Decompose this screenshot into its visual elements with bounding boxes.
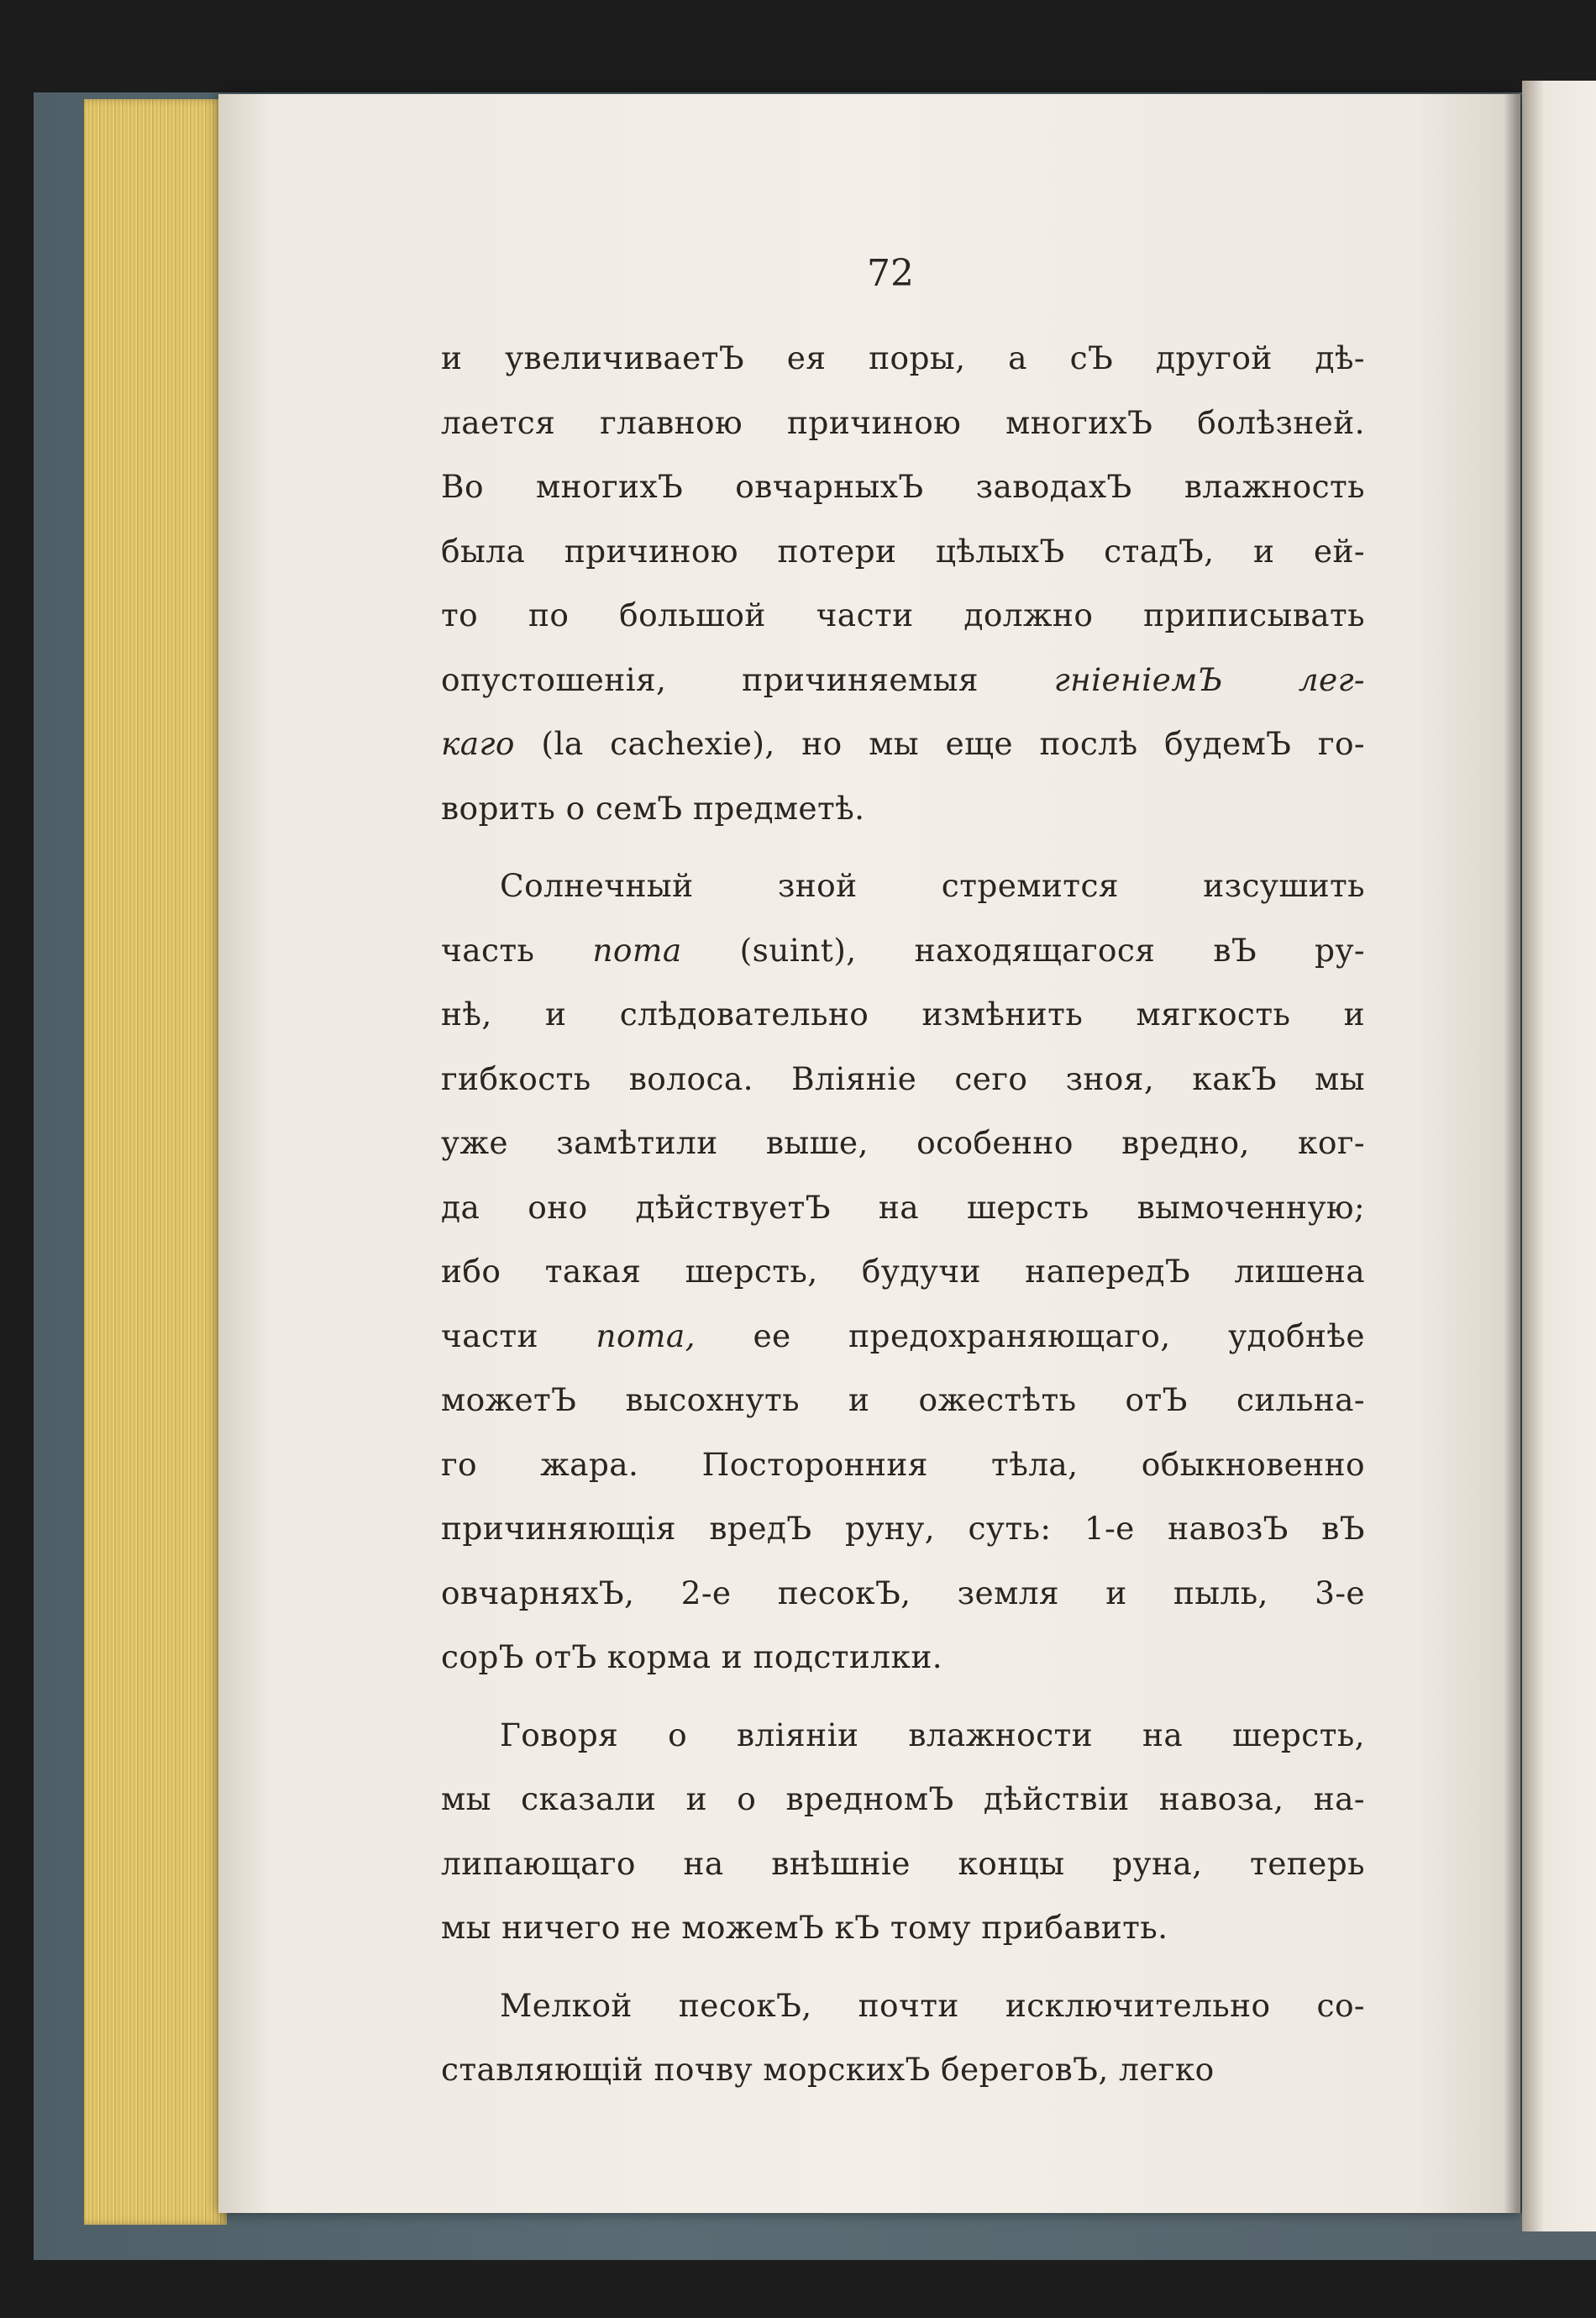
text-run: да оно дѣйствуетЪ на шерсть вымоченную; <box>441 1188 1365 1226</box>
text-line <box>441 854 1365 918</box>
text-run: (suint), находящагося вЪ ру- <box>681 931 1365 969</box>
text-run: овчарняхЪ, 2-е песокЪ, земля и пыль, 3-е <box>441 1574 1365 1611</box>
text-run: ставляющій почву морскихЪ береговЪ, легко <box>441 2051 1215 2088</box>
text-run: го жара. Посторонния тѣла, обыкновенно <box>441 1445 1365 1483</box>
text-line <box>441 1895 1365 1960</box>
text-run: пота, <box>596 1317 696 1354</box>
text-run: части <box>441 1317 596 1354</box>
text-run: можетЪ высохнуть и ожестѣть отЪ сильна- <box>441 1381 1365 1418</box>
page-edges <box>84 99 227 2225</box>
text-line <box>441 1974 1365 2038</box>
text-run: мы ничего не можемЪ кЪ тому прибавить. <box>441 1909 1168 1946</box>
facing-page-edge <box>1522 81 1596 2231</box>
text-line <box>441 1832 1365 1896</box>
text-run: была причиною потери цѣлыхЪ стадЪ, и ей- <box>441 532 1365 570</box>
text-line <box>441 1561 1365 1626</box>
text-run: (la cachexie), но мы еще послѣ будемЪ го- <box>514 725 1365 762</box>
text-line <box>441 712 1365 776</box>
text-run: каго <box>441 725 515 762</box>
text-line <box>441 918 1365 983</box>
text-line <box>441 455 1365 519</box>
paragraph <box>441 326 1365 840</box>
text-run: липающаго на внѣшніе концы руна, теперь <box>441 1844 1365 1882</box>
text-line <box>441 1304 1365 1369</box>
text-line <box>441 583 1365 648</box>
paragraph <box>441 854 1365 1690</box>
text-run: нѣ, и слѣдовательно измѣнить мягкость и <box>441 996 1365 1033</box>
text-run: опустошенія, причиняемыя <box>441 660 1054 698</box>
text-line <box>441 326 1365 391</box>
text-run: сорЪ отЪ корма и подстилки. <box>441 1638 943 1675</box>
text-run: лается главною причиною многихЪ болѣзней. <box>441 403 1365 441</box>
text-run: пота <box>592 931 682 969</box>
text-line <box>441 982 1365 1047</box>
text-line <box>441 1175 1365 1240</box>
text-line <box>441 1703 1365 1768</box>
text-run: Солнечный зной стремится изсушить <box>500 867 1365 904</box>
text-line <box>441 519 1365 584</box>
text-run: причиняющія вредЪ руну, суть: 1-е навозЪ вЪ <box>441 1510 1365 1547</box>
text-run: ворить о семЪ предметѣ. <box>441 789 865 827</box>
text-run: то по большой части должно приписывать <box>441 597 1365 633</box>
text-run: ее предохраняющаго, удобнѣе <box>695 1317 1365 1354</box>
text-run: Говоря о вліяніи влажности на шерсть, <box>500 1716 1365 1753</box>
paragraph <box>441 1703 1365 1960</box>
text-run: мы сказали и о вредномЪ дѣйствіи навоза, на- <box>441 1780 1365 1817</box>
text-run: ибо такая шерсть, будучи напередЪ лишена <box>441 1253 1365 1290</box>
page-number: 72 <box>867 252 914 295</box>
paragraph-gap <box>441 1690 1365 1703</box>
text-run: Мелкой песокЪ, почти исключительно со- <box>500 1986 1365 2024</box>
paragraph-gap <box>441 840 1365 854</box>
text-line <box>441 1239 1365 1304</box>
text-line <box>441 1111 1365 1175</box>
text-line <box>441 1496 1365 1561</box>
paragraph-gap <box>441 1960 1365 1974</box>
text-run: уже замѣтили выше, особенно вредно, ког- <box>441 1124 1365 1161</box>
text-line <box>441 391 1365 455</box>
text-run: гибкость волоса. Вліяніе сего зноя, какЪ мы <box>441 1059 1365 1097</box>
text-line <box>441 1432 1365 1497</box>
text-line <box>441 1767 1365 1832</box>
text-run: гніеніемЪ лег- <box>1053 660 1365 698</box>
text-run: и увеличиваетЪ ея поры, а сЪ другой дѣ- <box>441 339 1365 376</box>
body-text <box>441 326 1365 2102</box>
text-run: часть <box>441 931 593 969</box>
text-line <box>441 1368 1365 1432</box>
text-line <box>441 1047 1365 1112</box>
paragraph <box>441 1974 1365 2102</box>
text-line <box>441 776 1365 841</box>
text-run: Во многихЪ овчарныхЪ заводахЪ влажность <box>441 468 1365 505</box>
text-line <box>441 2037 1365 2102</box>
text-line <box>441 648 1365 712</box>
text-line <box>441 1625 1365 1690</box>
